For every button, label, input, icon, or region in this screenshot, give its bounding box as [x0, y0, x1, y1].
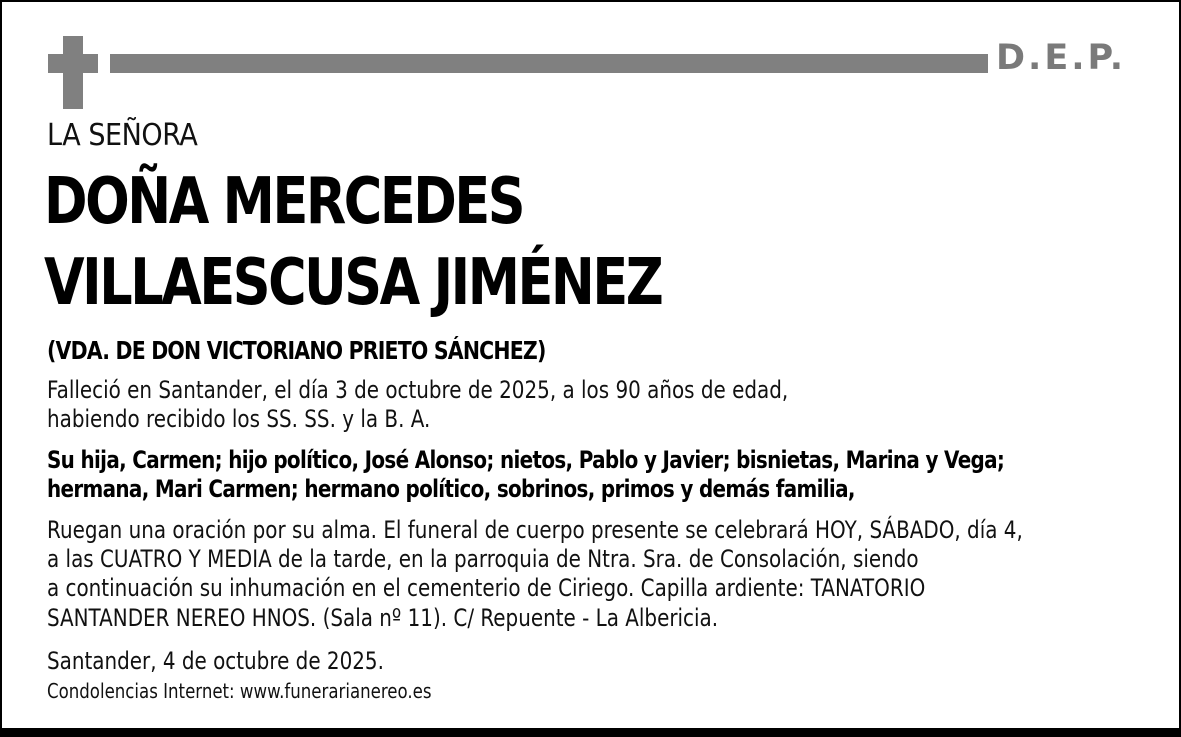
title-prefix: LA SEÑORA: [47, 118, 198, 153]
place-date: Santander, 4 de octubre de 2025.: [47, 647, 384, 675]
deceased-name-line-1: DOÑA MERCEDES: [44, 165, 524, 239]
family-line: Su hija, Carmen; hijo político, José Alonso; nietos, Pablo y Javier; bisnietas, Marina y Vega;: [47, 446, 1005, 474]
death-line: habiendo recibido los SS. SS. y la B. A.: [47, 405, 431, 433]
widow-of: (VDA. DE DON VICTORIANO PRIETO SÁNCHEZ): [47, 336, 546, 365]
death-line: Falleció en Santander, el día 3 de octubre de 2025, a los 90 años de edad,: [47, 376, 789, 404]
funeral-line: a las CUATRO Y MEDIA de la tarde, en la parroquia de Ntra. Sra. de Consolación, siendo: [47, 545, 919, 573]
funeral-line: a continuación su inhumación en el cementerio de Ciriego. Capilla ardiente: TANATORIO: [47, 574, 926, 602]
deceased-name-line-2: VILLAESCUSA JIMÉNEZ: [44, 246, 662, 320]
funeral-line: SANTANDER NEREO HNOS. (Sala nº 11). C/ Repuente - La Albericia.: [47, 604, 719, 632]
cross-icon-arm: [48, 54, 98, 73]
condolences-link: Condolencias Internet: www.funerarianereo.es: [47, 679, 432, 703]
dep-label: D.E.P.: [996, 38, 1127, 78]
header-rule: [110, 54, 988, 73]
funeral-line: Ruegan una oración por su alma. El funeral de cuerpo presente se celebrará HOY, SÁBADO, día 4,: [47, 516, 1023, 544]
family-line: hermana, Mari Carmen; hermano político, sobrinos, primos y demás familia,: [47, 475, 855, 503]
